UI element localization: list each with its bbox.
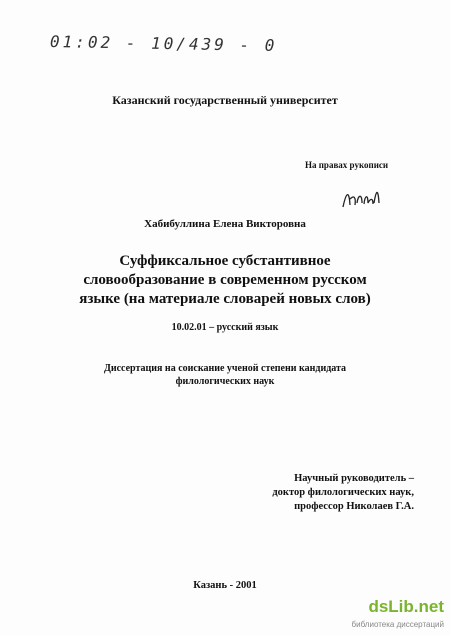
author-name: Хабибуллина Елена Викторовна bbox=[144, 218, 306, 230]
handwritten-signature bbox=[340, 185, 382, 213]
title-line: языке (на материале словарей новых слов) bbox=[79, 291, 371, 307]
university-name: Казанский государственный университет bbox=[112, 93, 338, 107]
watermark-logo[interactable] bbox=[338, 597, 446, 633]
archive-stamp: 01:02 - 10/439 - 0 bbox=[49, 32, 278, 55]
dissertation-title bbox=[60, 252, 390, 309]
manuscript-rights-note: На правах рукописи bbox=[305, 160, 389, 170]
title-line: Суффиксальное субстантивное bbox=[119, 253, 331, 269]
title-line: словообразование в современном русском bbox=[83, 272, 367, 288]
specialty-code: 10.02.01 – русский язык bbox=[171, 322, 279, 333]
watermark-subtitle: библиотека диссертаций bbox=[351, 620, 444, 629]
degree-line: Диссертация на соискание ученой степени кандидата bbox=[103, 363, 347, 374]
advisor-line: профессор Николаев Г.А. bbox=[294, 501, 414, 512]
advisor-line: доктор филологических наук, bbox=[272, 487, 414, 498]
city-year: Казань - 2001 bbox=[193, 580, 257, 591]
degree-statement bbox=[60, 362, 390, 388]
watermark-brand: dsLib.net bbox=[368, 597, 444, 616]
scientific-advisor bbox=[244, 472, 414, 514]
advisor-line: Научный руководитель – bbox=[294, 473, 414, 484]
degree-line: филологических наук bbox=[175, 376, 275, 387]
